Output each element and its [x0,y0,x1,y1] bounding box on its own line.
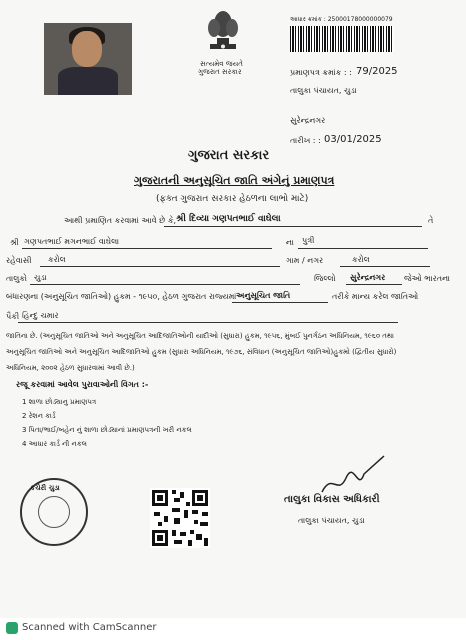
certificate-number-label: પ્રમાણપત્ર ક્રમાંક : : [290,68,352,77]
taluka-value: ચુડા [34,273,47,282]
document-item: 4 આધાર કાર્ડ ની નકલ [22,440,87,448]
line2-prefix: શ્રી [10,238,19,247]
barcode-label: આધાર ક્રમાંક : 25000178000000079 [290,16,393,23]
district-suffix: જેઓ ભારતના [404,274,451,283]
certify-prefix: આથી પ્રમાણિત કરવામાં આવે છે કે, [64,216,177,225]
main-title: ગુજરાતની અનુસૂચિત જાતિ અંગેનું પ્રમાણપત્ર [134,174,335,187]
signatory-office: તાલુકા પંચાયત, ચુડા [298,516,365,525]
resident-value: કરોલ [48,255,66,264]
line1-suffix: તે [428,216,434,225]
applicant-photo [44,23,132,95]
emblem-caption-2: ગુજરાત સરકાર [198,68,242,76]
caste-category: અનુસૂચિત જાતિ [236,291,291,300]
scanner-watermark: Scanned with CamScanner [22,622,157,633]
candidate-name: શ્રી દિવ્યા ગણપતભાઈ વાઘેલા [176,214,281,224]
district-value: સુરેન્દ્રનગર [350,273,386,282]
national-emblem-icon [200,8,246,64]
government-title: ગુજરાત સરકાર [188,148,270,163]
community-prefix: પૈકી [6,312,20,321]
office-seal [20,478,88,546]
legal-paragraph-line-1: જાતિના છે. (અનુસૂચિત જાતિઓ અને અનુસૂચિત આદિજાતિઓની યાદીઓ (સુધારા) હુકમ, ૧૯૫૬, મુંબઈ પુનર્ગઠન અધિનિયમ, ૧૯૬૦ તથા [6,332,394,340]
relation-label: ના [286,238,294,247]
issue-date: 03/01/2025 [324,134,382,145]
district-label: જિલ્લો [314,274,336,283]
place: સુરેન્દ્રનગર [290,116,326,125]
camscanner-logo-icon [6,622,18,634]
barcode [290,26,394,52]
subtitle: (ફક્ત ગુજરાત સરકાર હેઠળના લાભો માટે) [156,194,309,204]
legal-paragraph-line-3: અધિનિયમ, ૨૦૦૨ હેઠળ સુધારવામાં આવી છે.) [6,364,135,372]
office-line: તાલુકા પંચાયત, ચુડા [290,86,357,95]
taluka-label: તાલુકો [6,274,27,283]
signatory-designation: તાલુકા વિકાસ અધિકારી [284,494,380,505]
seal-text: કચેરી ચુડા [30,484,60,492]
legal-paragraph-line-2: અનુસૂચિત જાતિઓ અને અનુસૂચિત આદિજાતિઓ હુકમ (સુધારા અધિનિયમ, ૧૯૭૬, સંવિધાન (અનુસૂચિત જાતિઓ)હુકમો (દ્વિતીય સુધારો) [6,348,397,356]
community: હિન્દુ ચમાર [22,311,59,320]
documents-heading: રજૂ કરવામાં આવેલ પુરાવાઓની વિગત :- [16,380,149,389]
order-suffix: તરીકે માન્ય કરેલ જાતિઓ [332,292,419,301]
document-item: 2 રેશન કાર્ડ [22,412,56,420]
document-item: 3 પિતા/ભાઈ/બહેન નું શાળા છોડ્યાનાં પ્રમાણપત્રની ખરી નકલ [22,426,192,434]
order-line: બંધારણના (અનુસૂચિત જાતિઓ) હુકમ - ૧૯૫૦, હેઠળ ગુજરાત રાજ્યમાં [6,292,237,301]
resident-label: રહેવાસી [6,256,32,265]
qr-code [150,488,210,548]
document-item: 1 શાળા છોડ્યાનુ પ્રમાણપત્ર [22,398,97,406]
father-name: ગણપતભાઈ મગનભાઈ વાઘેલા [24,237,120,246]
village-label: ગામ / નગર [286,256,324,265]
emblem-caption-1: સત્યમેવ જયતે [200,60,243,68]
scanner-footer [0,618,466,640]
certificate-number: 79/2025 [356,66,398,77]
village-value: કરોલ [352,255,370,264]
date-label: તારીખ : : [290,136,321,145]
relation: પુત્રી [302,236,315,245]
